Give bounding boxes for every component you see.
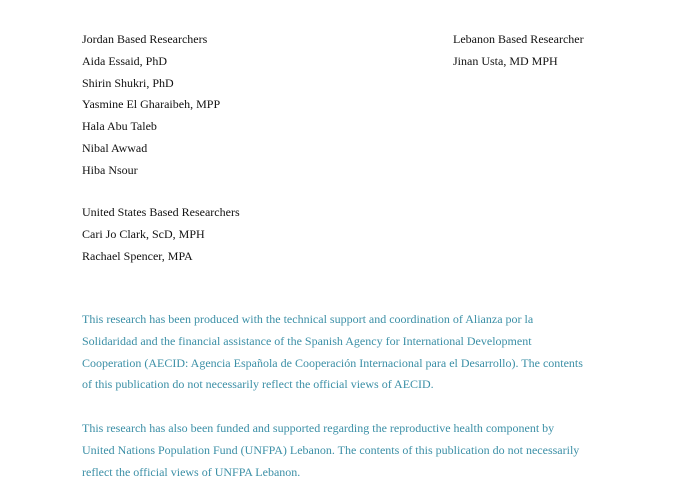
- unfpa-acknowledgement: [82, 418, 627, 483]
- lebanon-researchers-list: [453, 29, 673, 73]
- acknowledgement-line: Cooperation (AECID: Agencia Española de Cooperación Internacional para el Desarrollo). The contents: [82, 355, 583, 370]
- aecid-acknowledgement: [82, 309, 627, 396]
- researcher-name: Yasmine El Gharaibeh, MPP: [82, 97, 221, 112]
- acknowledgement-line: This research has been produced with the technical support and coordination of Alianza por la: [82, 312, 534, 326]
- researcher-name: Rachael Spencer, MPA: [82, 248, 193, 263]
- acknowledgement-line: reflect the official views of UNFPA Lebanon.: [82, 464, 301, 479]
- us-researchers-list: [82, 202, 422, 267]
- acknowledgement-line: United Nations Population Fund (UNFPA) Lebanon. The contents of this publication do not necessarily: [82, 442, 580, 457]
- jordan-researchers-heading: Jordan Based Researchers: [82, 32, 208, 46]
- researcher-name: Hala Abu Taleb: [82, 119, 157, 134]
- acknowledgement-line: Solidaridad and the financial assistance of the Spanish Agency for International Development: [82, 333, 532, 348]
- researcher-name: Nibal Awwad: [82, 140, 148, 155]
- researcher-name: Shirin Shukri, PhD: [82, 75, 174, 90]
- acknowledgement-line: This research has also been funded and supported regarding the reproductive health component by: [82, 421, 555, 435]
- researcher-name: Hiba Nsour: [82, 162, 138, 177]
- jordan-researchers-list: [82, 29, 422, 182]
- researcher-name: Aida Essaid, PhD: [82, 53, 167, 68]
- lebanon-researcher-heading: Lebanon Based Researcher: [453, 32, 584, 46]
- researcher-name: Jinan Usta, MD MPH: [453, 53, 558, 68]
- researcher-name: Cari Jo Clark, ScD, MPH: [82, 226, 205, 241]
- acknowledgement-line: of this publication do not necessarily reflect the official views of AECID.: [82, 377, 434, 392]
- us-researchers-heading: United States Based Researchers: [82, 205, 240, 219]
